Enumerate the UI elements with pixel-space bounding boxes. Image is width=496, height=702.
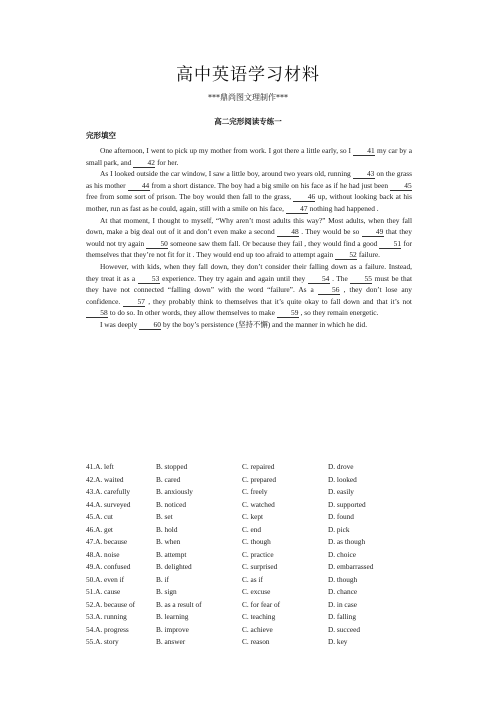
option-row [86, 524, 416, 537]
option-choice: D. found [328, 512, 354, 521]
option-choice: C. excuse [242, 587, 271, 596]
passage-text: that they would not try again [86, 227, 412, 248]
option-choice: D. choice [328, 549, 356, 559]
option-choice: 47.A. because [86, 537, 128, 546]
option-choice: C. teaching [242, 612, 276, 621]
option-choice: B. improve [156, 624, 189, 634]
cloze-blank-53: 53 [138, 274, 160, 284]
passage-text: experience. They try again and again until they [159, 273, 308, 283]
option-row [86, 536, 416, 549]
option-choice: B. as a result of [156, 599, 202, 609]
option-choice: D. though [328, 574, 358, 584]
cloze-blank-48: 48 [277, 227, 299, 237]
option-choice: B. answer [156, 637, 186, 646]
passage-paragraph [86, 261, 412, 319]
option-row [86, 461, 416, 474]
option-choice: 51.A. cause [86, 587, 121, 596]
passage-text: I was deeply [100, 319, 140, 329]
option-choice: C. though [242, 537, 271, 546]
option-choice: C. for fear of [242, 599, 281, 609]
option-row [86, 599, 416, 612]
option-choice: C. as if [242, 574, 263, 584]
passage-paragraph [86, 215, 412, 261]
option-choice: D. easily [328, 487, 354, 496]
passage-text: someone saw them fall. Or because they fail , they would find a good [168, 238, 380, 248]
cloze-blank-57: 57 [123, 297, 145, 307]
passage-paragraph [86, 168, 412, 214]
cloze-blank-44: 44 [128, 181, 150, 191]
option-row [86, 611, 416, 624]
passage-text: from a short distance. The boy had a big smile on his face as if he had just been [149, 180, 390, 190]
passage-text: my car by a small park, and [86, 146, 413, 167]
option-choice: B. hold [156, 524, 178, 534]
option-choice: 45.A. cut [86, 512, 113, 521]
option-choice: 52.A. because of [86, 599, 136, 609]
option-choice: 53.A. running [86, 612, 127, 621]
option-choice: 42.A. waited [86, 474, 124, 484]
passage-text: , they probably think to themselves that it’s quite okay to fall down and that it’s not [145, 296, 412, 306]
cloze-blank-49: 49 [362, 227, 384, 237]
cloze-passage [86, 145, 412, 331]
option-choice: B. cared [156, 474, 181, 484]
cloze-blank-50: 50 [146, 239, 168, 249]
option-row [86, 511, 416, 524]
cloze-blank-54: 54 [308, 274, 330, 284]
option-choice: B. learning [156, 612, 189, 621]
option-choice: 54.A. progress [86, 624, 129, 634]
option-choice: B. attempt [156, 549, 187, 559]
option-choice: 55.A. story [86, 637, 119, 646]
section-heading: 完形填空 [86, 131, 116, 140]
passage-text: for themselves that they’re not fit for it . They would end up too afraid to attempt again [86, 238, 413, 260]
option-choice: D. key [328, 637, 348, 646]
cloze-blank-41: 41 [353, 146, 375, 156]
option-choice: D. supported [328, 499, 366, 509]
option-choice: C. watched [242, 499, 275, 509]
passage-text: nothing had happened . [307, 203, 379, 213]
cloze-blank-55: 55 [350, 274, 372, 284]
option-choice: D. in case [328, 599, 357, 609]
option-choice: 48.A. noise [86, 549, 120, 559]
exercise-title: 高二完形阅读专练一 [214, 117, 282, 126]
option-choice: B. stopped [156, 462, 188, 471]
option-choice: 50.A. even if [86, 574, 125, 584]
cloze-blank-52: 52 [335, 250, 357, 260]
option-choice: C. repaired [242, 462, 275, 471]
passage-text: . The [329, 273, 351, 283]
cloze-blank-42: 42 [133, 158, 155, 168]
option-choice: D. drove [328, 462, 354, 471]
option-choice: B. delighted [156, 562, 192, 571]
option-choice: C. freely [242, 487, 268, 496]
cloze-blank-56: 56 [318, 285, 340, 295]
passage-text: for her. [155, 157, 179, 167]
passage-text: . They would be so [298, 227, 362, 237]
option-choice: D. as though [328, 537, 366, 546]
cloze-blank-58: 58 [86, 308, 108, 318]
document-title: 高中英语学习材料 [176, 65, 320, 85]
option-row [86, 499, 416, 512]
option-row [86, 574, 416, 587]
cloze-blank-47: 47 [286, 204, 308, 214]
option-choice: C. prepared [242, 474, 277, 484]
passage-text: However, with kids, when they fall down, they don’t consider their falling down as a failure. Instead, they treat it as a [86, 261, 412, 283]
cloze-blank-43: 43 [353, 169, 375, 179]
option-row [86, 549, 416, 562]
passage-text: As I looked outside the car window, I saw a little boy, around two years old, running [100, 169, 353, 179]
passage-text: to do so. In other words, they allow themselves to make [108, 308, 277, 318]
option-choice: D. chance [328, 587, 358, 596]
option-row [86, 636, 416, 649]
passage-text: One afternoon, I went to pick up my mother from work. I got there a little early, so I [100, 146, 353, 155]
cloze-blank-51: 51 [379, 239, 401, 249]
option-row [86, 486, 416, 499]
passage-text: failure. [357, 250, 381, 260]
passage-text: on the grass as his mother [86, 169, 412, 190]
passage-text: , so they remain energetic. [298, 308, 379, 318]
cloze-blank-45: 45 [390, 181, 412, 191]
passage-text: At that moment, I thought to myself, “Why aren’t most adults this way?” Most adults, when they fall down, make a big deal out of it and don’t even make a second [86, 215, 412, 237]
producer-line: ***鼎尚图文理制作*** [208, 93, 288, 102]
option-choice: B. sign [156, 587, 177, 596]
option-choice: B. set [156, 512, 173, 521]
option-choice: 44.A. surveyed [86, 499, 131, 509]
option-choice: D. falling [328, 612, 356, 621]
passage-text: up, without looking back at his mother, run as fast as he could, again, still with a smile on his face, [86, 192, 412, 213]
option-choice: C. surprised [242, 562, 278, 571]
option-choice: 46.A. get [86, 524, 113, 534]
option-row [86, 474, 416, 487]
option-choice: C. reason [242, 637, 270, 646]
option-choice: C. end [242, 524, 262, 534]
option-row [86, 586, 416, 599]
option-choice: D. succeed [328, 624, 361, 634]
cloze-blank-60: 60 [139, 320, 161, 330]
passage-text: , they don’t lose any confidence. [86, 285, 412, 306]
cloze-blank-59: 59 [277, 308, 299, 318]
answer-options-table [86, 461, 416, 649]
option-choice: D. looked [328, 474, 357, 484]
passage-paragraph [86, 319, 412, 331]
option-choice: C. practice [242, 549, 274, 559]
cloze-blank-46: 46 [293, 192, 315, 202]
option-choice: D. embarrassed [328, 562, 374, 571]
option-choice: B. when [156, 537, 181, 546]
option-choice: C. achieve [242, 624, 273, 634]
passage-text: must be that they have not connected “falling down” with the word “failure”. As a [86, 273, 412, 295]
option-choice: 43.A. carefully [86, 487, 130, 496]
option-choice: B. noticed [156, 499, 186, 509]
passage-text: by the boy’s persistence (坚持不懈) and the manner in which he did. [161, 319, 368, 329]
option-choice: 49.A. confused [86, 562, 131, 571]
option-choice: C. kept [242, 512, 264, 521]
option-row [86, 561, 416, 574]
option-choice: B. if [156, 574, 169, 584]
passage-paragraph [86, 145, 412, 168]
option-choice: B. anxiously [156, 487, 193, 496]
passage-text: free from some sort of prison. The boy would then fall to the grass, [86, 192, 294, 202]
option-row [86, 624, 416, 637]
option-choice: 41.A. left [86, 462, 114, 471]
option-choice: D. pick [328, 524, 350, 534]
